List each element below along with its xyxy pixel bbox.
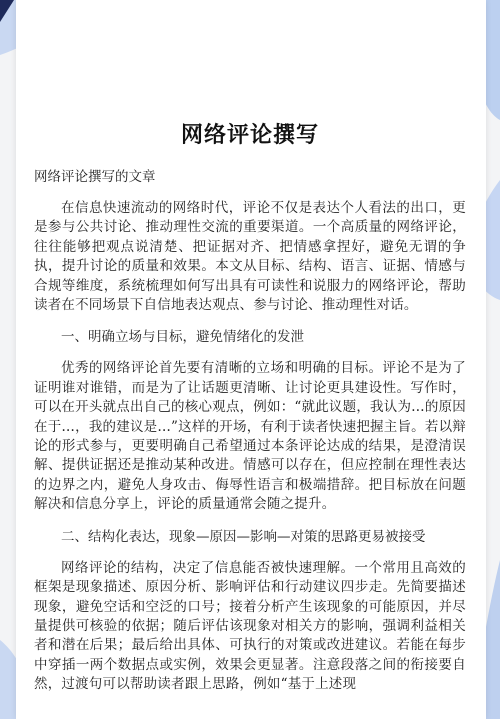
section-2-paragraph: 网络评论的结构，决定了信息能否被快速理解。一个常用且高效的框架是现象描述、原因分析、影响评估和行动建议四步走。先简要描述现象，避免空话和空泛的口号；接着分析产生该现象的可能原因，并尽量提供可核验的依据；随后评估该现象对相关方的影响，强调利益相关者和潜在后果；最后给出具体、可执行的对策或改进建议。若能在每步中穿插一两个数据点或实例，效果会更显著。注意段落之间的衔接要自然，过渡句可以帮助读者跟上思路，例如“基于上述现 xyxy=(34,559,466,693)
document-title: 网络评论撰写 xyxy=(180,122,319,148)
section-1-paragraph: 优秀的网络评论首先要有清晰的立场和明确的目标。评论不是为了证明谁对谁错，而是为了让话题更清晰、让讨论更具建设性。写作时，可以在开头就点出自己的核心观点，例如：“就此议题，我认为…的原因在于…，我的建议是…”这样的开场，有利于读者快速把握主旨。若以辩论的形式参与，更要明确自己希望通过本条评论达成的结果，是澄清误解、提供证据还是推动某种改进。情感可以存在，但应控制在理性表达的边界之内，避免人身攻击、侮辱性语言和极端措辞。把目标放在问题解决和信息分享上，评论的质量通常会随之提升。 xyxy=(34,360,466,513)
document-content xyxy=(16,0,486,695)
document-subtitle: 网络评论撰写的文章 xyxy=(34,169,156,185)
section-1-heading: 一、明确立场与目标，避免情绪化的发泄 xyxy=(61,329,304,346)
section-2-heading: 二、结构化表达，现象—原因—影响—对策的思路更易被接受 xyxy=(61,528,426,545)
intro-paragraph: 在信息快速流动的网络时代，评论不仅是表达个人看法的出口，更是参与公共讨论、推动理性交流的重要渠道。一个高质量的网络评论，往往能够把观点说清楚、把证据对齐、把情感拿捏好，避免无谓的争执，提升讨论的质量和效果。本文从目标、结构、语言、证据、情感与合规等维度，系统梳理如何写出具有可读性和说服力的网络评论，帮助读者在不同场景下自信地表达观点、参与讨论、推动理性对话。 xyxy=(34,200,466,314)
